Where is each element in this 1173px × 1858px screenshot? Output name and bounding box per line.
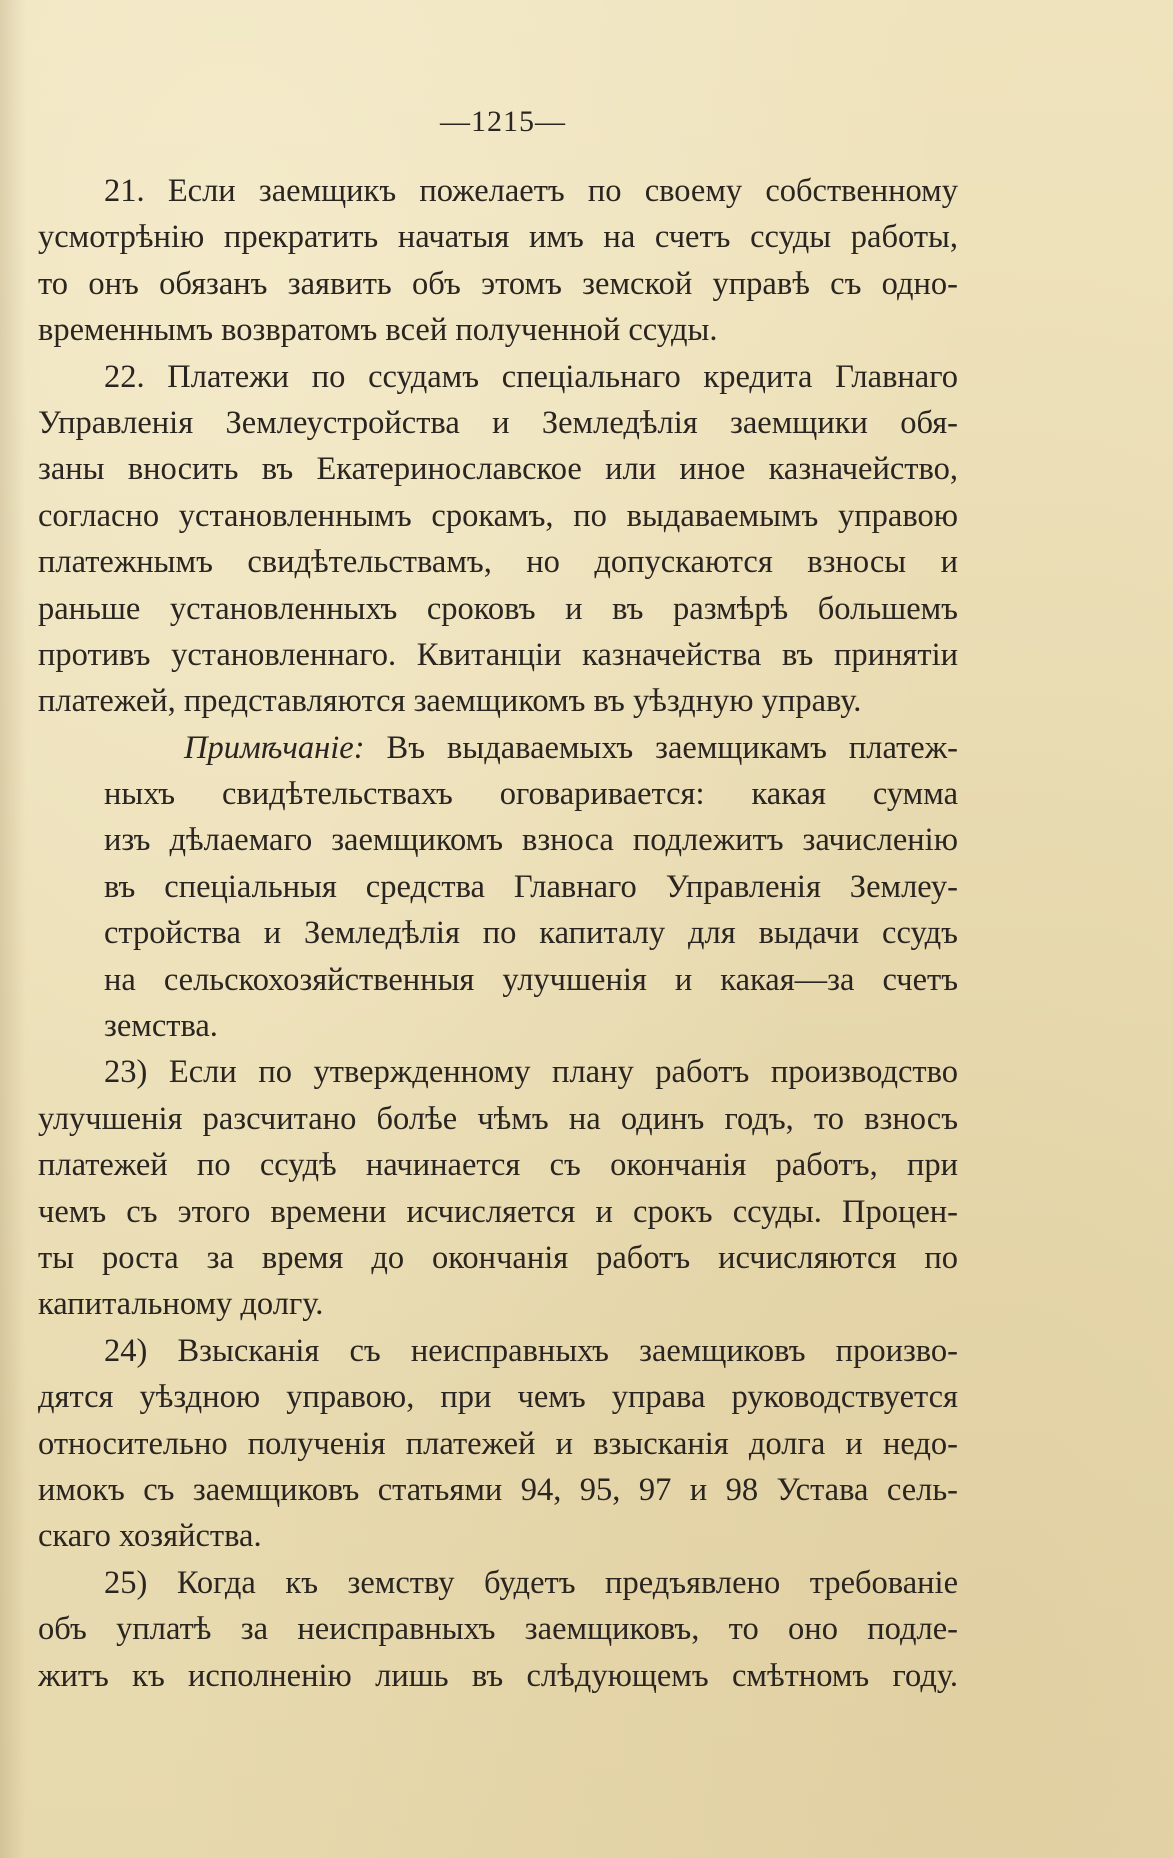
text-line: относительно полученія платежей и взысканія долга и недо- (38, 1425, 958, 1462)
page-number: —1215— (440, 105, 566, 138)
text-line: платежей, представляются заемщикомъ въ уѣздную управу. (38, 683, 862, 720)
note-first-line-text: Въ выдаваемыхъ заемщикамъ платеж- (386, 729, 958, 766)
text-line: въ спеціальныя средства Главнаго Управленія Землеу- (104, 868, 958, 905)
text-line: 21. Если заемщикъ пожелаетъ по своему собственному (104, 173, 958, 209)
text-line: изъ дѣлаемаго заемщикомъ взноса подлежитъ зачисленію (104, 822, 958, 859)
paragraph-23 (38, 1049, 958, 1327)
text-line: платежей по ссудѣ начинается съ окончанія работъ, при (38, 1147, 958, 1184)
note-label: Примѣчаніе: (184, 729, 365, 766)
text-line: дятся уѣздною управою, при чемъ управа руководствуется (38, 1379, 958, 1416)
text-line: стройства и Земледѣлія по капиталу для выдачи ссудъ (104, 915, 958, 952)
text-line: ныхъ свидѣтельствахъ оговаривается: какая сумма (104, 776, 958, 813)
page-spine-shadow (0, 0, 26, 1858)
text-line: противъ установленнаго. Квитанціи казначейства въ принятіи (38, 636, 958, 673)
text-line: земства. (104, 1008, 218, 1045)
text-line: 22. Платежи по ссудамъ спеціальнаго кредита Главнаго (104, 358, 958, 395)
text-line: 23) Если по утвержденному плану работъ производство (104, 1054, 958, 1091)
text-line: раньше установленныхъ сроковъ и въ размѣрѣ большемъ (38, 590, 958, 627)
text-line: усмотрѣнію прекратить начатыя имъ на счетъ ссуды работы, (38, 219, 958, 256)
text-line: скаго хозяйства. (38, 1518, 262, 1555)
note-block (38, 725, 958, 1050)
text-line: временнымъ возвратомъ всей полученной ссуды. (38, 312, 718, 349)
text-line: заны вносить въ Екатеринославское или иное казначейство, (38, 451, 958, 488)
paragraph-24 (38, 1328, 958, 1560)
text-line: Управленія Землеустройства и Земледѣлія заемщики обя- (38, 404, 958, 441)
text-line: то онъ обязанъ заявить объ этомъ земской управѣ съ одно- (38, 265, 958, 302)
text-line: объ уплатѣ за неисправныхъ заемщиковъ, то оно подле- (38, 1611, 958, 1648)
text-block (38, 96, 958, 1699)
text-line: имокъ съ заемщиковъ статьями 94, 95, 97 и 98 Устава сель- (38, 1471, 958, 1508)
text-line: чемъ съ этого времени исчисляется и срокъ ссуды. Процен- (38, 1193, 958, 1230)
text-line: 25) Когда къ земству будетъ предъявлено требованіе (104, 1564, 958, 1601)
text-line: на сельскохозяйственныя улучшенія и какая—за счетъ (104, 961, 958, 998)
text-line: ты роста за время до окончанія работъ исчисляются по (38, 1239, 958, 1276)
text-line: житъ къ исполненію лишь въ слѣдующемъ смѣтномъ году. (38, 1657, 958, 1694)
note-first-line (38, 725, 958, 771)
paragraph-22 (38, 354, 958, 725)
text-line: согласно установленнымъ срокамъ, по выдаваемымъ управою (38, 497, 958, 534)
paragraph-21 (38, 168, 958, 354)
text-line: улучшенія разсчитано болѣе чѣмъ на одинъ годъ, то взносъ (38, 1100, 958, 1137)
paragraph-25 (38, 1560, 958, 1699)
text-line: платежнымъ свидѣтельствамъ, но допускаются взносы и (38, 544, 958, 581)
text-line: капитальному долгу. (38, 1286, 324, 1323)
text-line: 24) Взысканія съ неисправныхъ заемщиковъ произво- (104, 1332, 958, 1369)
